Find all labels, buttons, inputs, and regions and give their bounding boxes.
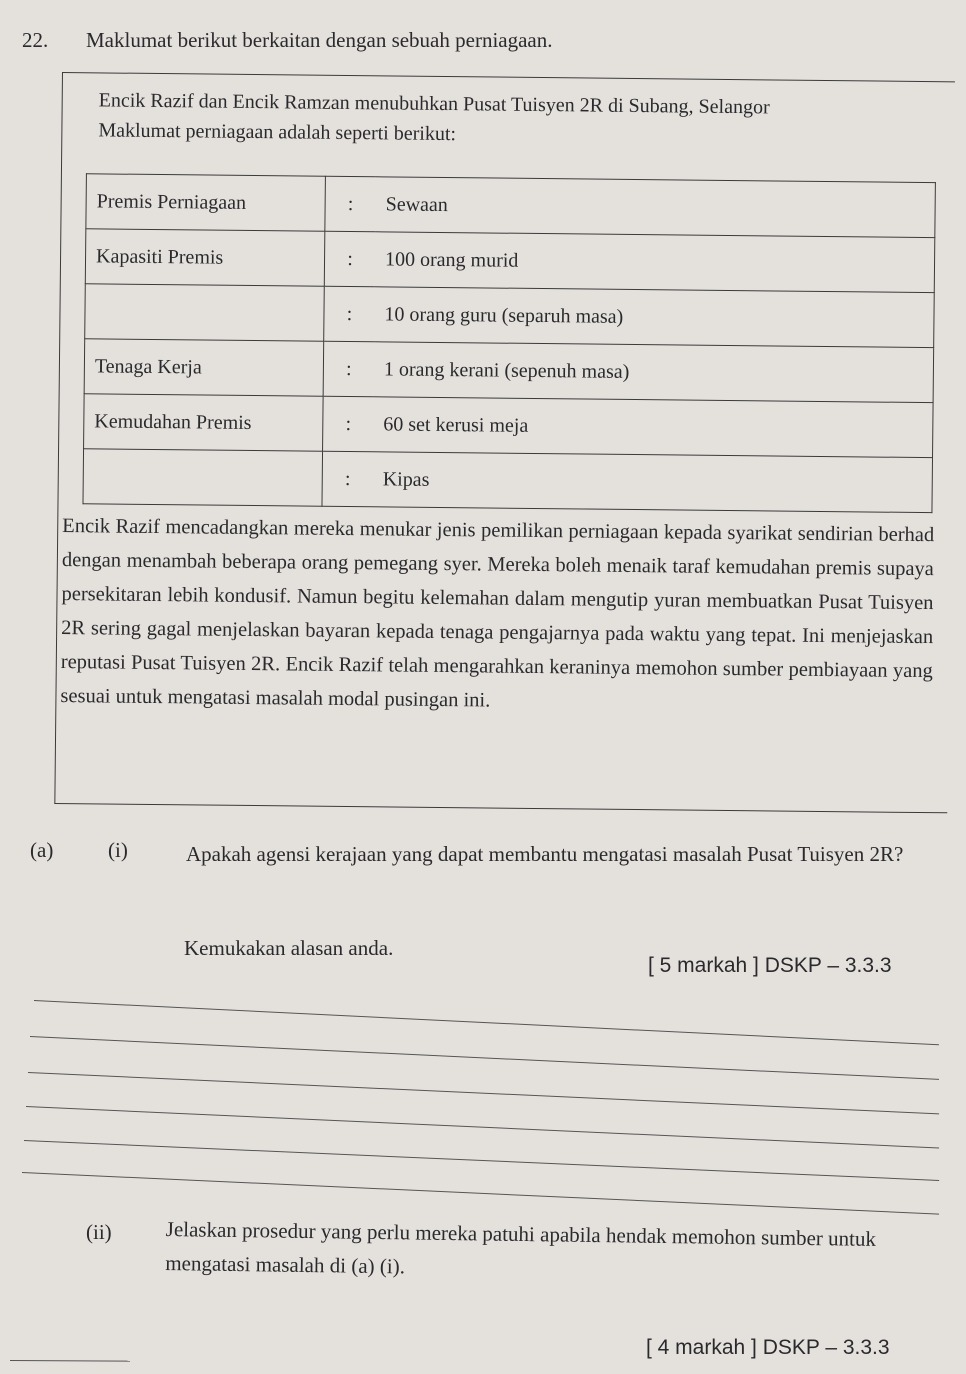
answer-line[interactable] <box>30 1036 939 1080</box>
table-cell-separator: : <box>322 451 373 507</box>
answer-line[interactable] <box>24 1140 939 1181</box>
table-cell-value: 10 orang guru (separuh masa) <box>374 287 934 348</box>
table-cell-value: 1 orang kerani (sepenuh masa) <box>374 342 934 403</box>
case-intro-line-1: Encik Razif dan Encik Ramzan menubuhkan Pusat Tuisyen 2R di Subang, Selangor <box>98 89 770 119</box>
part-a-ii-marks: [ 4 markah ] DSKP – 3.3.3 <box>646 1336 890 1359</box>
answer-line[interactable] <box>34 1000 939 1045</box>
table-cell-value: Kipas <box>372 452 932 513</box>
table-row <box>85 229 935 293</box>
table-cell-separator: : <box>323 341 374 397</box>
answer-line[interactable] <box>10 1360 130 1362</box>
question-number: 22. <box>22 28 49 52</box>
part-a-i-question: Apakah agensi kerajaan yang dapat membantu mengatasi masalah Pusat Tuisyen 2R? <box>186 842 904 866</box>
case-intro <box>98 85 949 154</box>
table-cell-label: Kapasiti Premis <box>85 229 325 286</box>
case-box <box>54 72 955 813</box>
part-a-i-marks: [ 5 markah ] DSKP – 3.3.3 <box>648 954 892 977</box>
table-cell-value: Sewaan <box>375 177 935 238</box>
answer-line[interactable] <box>26 1106 939 1148</box>
table-cell-separator: : <box>324 231 375 287</box>
table-cell-separator: : <box>324 286 375 342</box>
business-info-table <box>82 173 935 513</box>
table-cell-label: Premis Perniagaan <box>86 174 326 231</box>
table-cell-separator: : <box>325 176 376 232</box>
part-a-label: (a) <box>30 838 54 862</box>
answer-line[interactable] <box>28 1072 939 1114</box>
question-intro: Maklumat berikut berkaitan dengan sebuah perniagaan. <box>86 28 553 52</box>
table-row <box>86 174 936 238</box>
case-paragraph: Encik Razif mencadangkan mereka menukar jenis pemilikan perniagaan kepada syarikat sendirian berhad dengan menambah beberapa orang pemegang syer. Mereka boleh menaik taraf kemudahan premis supaya persekitaran lebih kondusif. Namun begitu kelemahan dalam mengutip yuran membuatkan Pusat Tuisyen 2R sering gagal menjelaskan bayaran kepada tenaga pengajarnya pada waktu yang tepat. Ini menjejaskan reputasi Pusat Tuisyen 2R. Encik Razif telah mengarahkan keraninya memohon sumber pembiayaan yang sesuai untuk mengatasi masalah modal pusingan ini. <box>60 515 935 712</box>
table-cell-label: Tenaga Kerja <box>84 339 324 396</box>
table-cell-label: Kemudahan Premis <box>84 394 324 451</box>
table-cell-label <box>85 284 325 341</box>
part-a-ii-question: Jelaskan prosedur yang perlu mereka patuhi apabila hendak memohon sumber untuk mengatasi masalah di (a) (i). <box>165 1216 877 1279</box>
table-cell-label <box>83 449 323 506</box>
case-intro-line-2: Maklumat perniagaan adalah seperti berikut: <box>98 119 457 146</box>
part-a-ii-label: (ii) <box>86 1220 112 1244</box>
table-row <box>85 284 935 348</box>
table-row <box>84 339 934 403</box>
answer-line[interactable] <box>22 1172 939 1215</box>
table-row <box>83 449 933 513</box>
part-a-i-label: (i) <box>108 838 128 862</box>
table-row <box>84 394 934 458</box>
part-a-i-reason-prompt: Kemukakan alasan anda. <box>184 936 394 960</box>
table-cell-separator: : <box>323 396 374 452</box>
table-cell-value: 60 set kerusi meja <box>373 397 933 458</box>
table-cell-value: 100 orang murid <box>375 232 935 293</box>
